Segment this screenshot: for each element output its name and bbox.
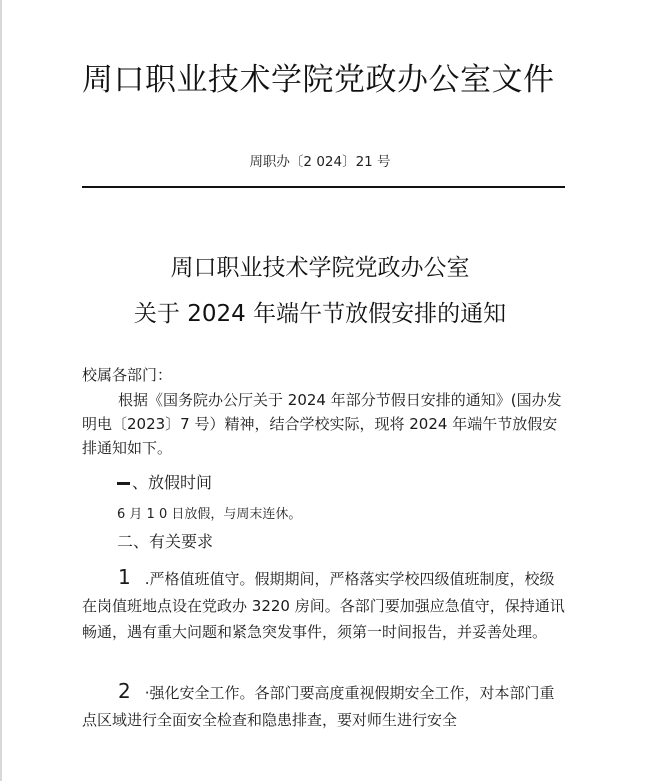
requirement-item-2-number: 2 [118, 679, 131, 703]
notice-title-line1: 周口职业技术学院党政办公室 [170, 255, 470, 281]
section2-heading: 二、有关要求 [117, 532, 214, 551]
document-number: 周职办〔2 024〕21 号 [249, 154, 391, 170]
page-edge [0, 0, 2, 781]
document-header-title: 周口职业技术学院党政办公室文件 [82, 62, 555, 98]
requirement-item-2-text: ·强化安全工作。各部门要高度重视假期安全工作，对本部门重点区域进行全面安全检查和隐患排查，要对师生进行安全 [82, 684, 555, 729]
requirement-item-1-number: 1 [118, 565, 131, 589]
section1-heading [117, 470, 212, 493]
header-divider [82, 186, 565, 188]
notice-title-line2: 关于 2024 年端午节放假安排的通知 [133, 301, 507, 327]
requirement-item-1 [82, 564, 567, 646]
section1-heading-text: 、放假时间 [132, 473, 213, 492]
intro-paragraph: 根据《国务院办公厅关于 2024 年部分节假日安排的通知》(国办发明电〔2023〕7 号）精神，结合学校实际，现将 2024 年端午节放假安排通知如下。 [82, 391, 562, 457]
section1-dash-mark [117, 482, 130, 485]
requirement-item-1-text: .严格值班值守。假期期间，严格落实学校四级值班制度，校级在岗值班地点设在党政办 3220 房间。各部门要加强应急值守，保持通讯畅通，遇有重大问题和紧急突发事件，须第一时间报告，并妥善处理。 [82, 570, 565, 641]
recipient-line: 校属各部门： [82, 366, 173, 384]
section1-text: 6 月 1 0 日放假，与周末连休。 [117, 507, 302, 522]
requirement-item-2 [82, 678, 567, 733]
